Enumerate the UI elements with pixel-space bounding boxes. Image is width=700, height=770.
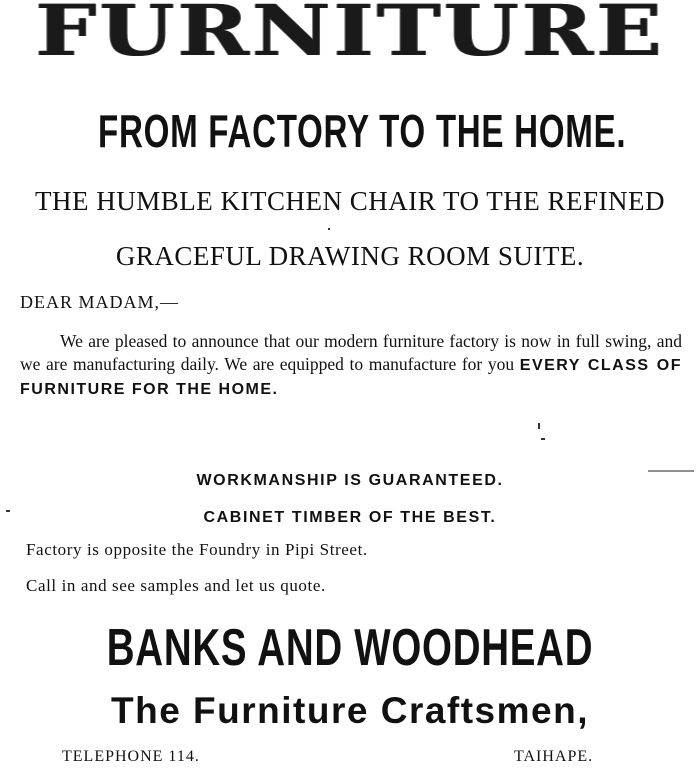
town: TAIHAPE.	[514, 748, 594, 765]
salutation: DEAR MADAM,—	[20, 292, 180, 312]
subhead-line-2: GRACEFUL DRAWING ROOM SUITE.	[115, 241, 585, 271]
body-paragraph	[20, 330, 682, 402]
print-speck	[6, 510, 10, 512]
tagline: FROM FACTORY TO THE HOME.	[97, 105, 627, 157]
headline: FURNITURE	[35, 0, 665, 73]
subhead-line-1: THE HUMBLE KITCHEN CHAIR TO THE REFINED	[35, 186, 665, 216]
telephone: TELEPHONE 114.	[62, 748, 200, 765]
company-name: BANKS AND WOODHEAD	[106, 619, 594, 677]
body-emphasis: EVERY CLASS OF FURNITURE FOR THE HOME.	[20, 356, 682, 398]
call-to-action: Call in and see samples and let us quote.	[26, 576, 326, 595]
print-speck	[541, 438, 545, 440]
print-speck	[648, 470, 694, 472]
factory-location: Factory is opposite the Foundry in Pipi Street.	[26, 540, 368, 559]
print-speck	[538, 423, 540, 429]
company-tagline: The Furniture Craftsmen,	[111, 690, 589, 731]
guarantee-line: WORKMANSHIP IS GUARANTEED.	[196, 472, 504, 489]
print-speck	[328, 228, 330, 230]
timber-line: CABINET TIMBER OF THE BEST.	[203, 509, 497, 526]
body-text: We are pleased to announce that our modern furniture factory is now in full swing, and we are manufacturing daily. We are equipped to manufacture for you	[20, 331, 682, 374]
